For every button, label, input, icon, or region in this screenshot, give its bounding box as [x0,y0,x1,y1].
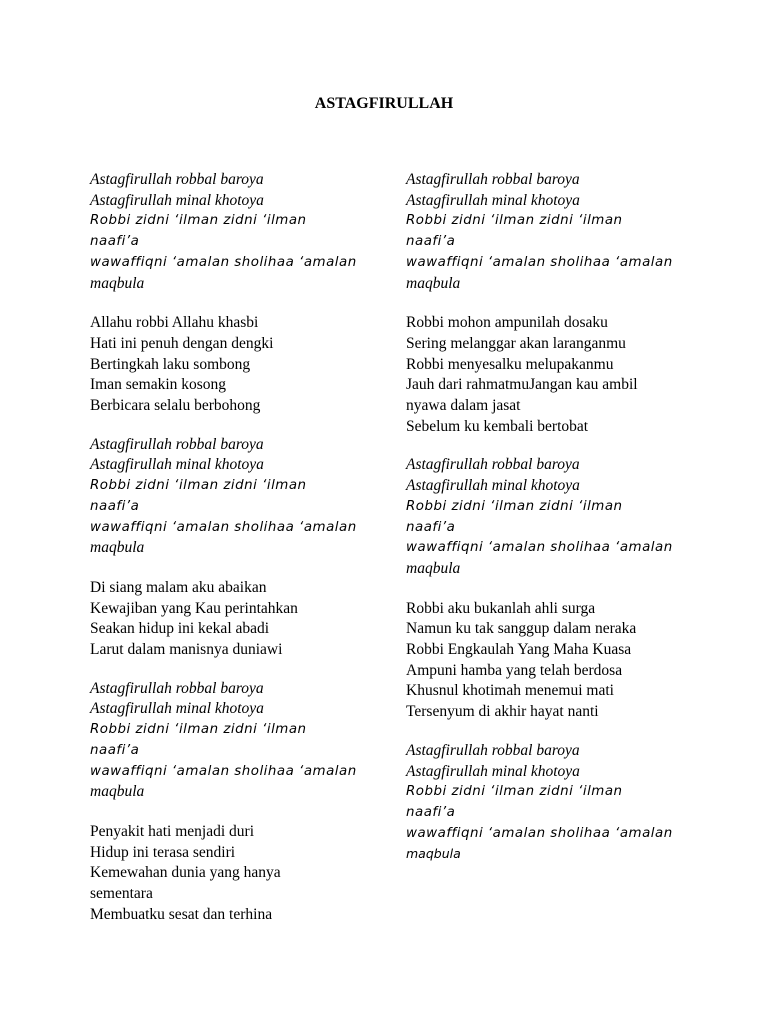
chorus-line: naafi’a [90,234,140,250]
chorus-line: wawaffiqni ‘amalan sholihaa ‘amalan [90,254,357,270]
verse-line: Berbicara selalu berbohong [90,397,261,415]
verse-line: nyawa dalam jasat [406,397,521,415]
verse-line: Robbi menyesalku melupakanmu [406,355,614,373]
chorus-line: Astagfirullah robbal baroya [90,679,264,697]
verse-stanza [406,599,696,723]
chorus-line: Robbi zidni ‘ilman zidni ‘ilman [406,784,623,800]
chorus-line: wawaffiqni ‘amalan sholihaa ‘amalan [406,540,673,556]
verse-line: Kewajiban yang Kau perintahkan [90,599,298,617]
chorus-line: Astagfirullah robbal baroya [90,435,264,453]
chorus-line: maqbula [90,539,145,557]
final-chorus-stanza [406,741,696,865]
verse-line: Sering melanggar akan laranganmu [406,334,626,352]
verse-line: Allahu robbi Allahu khasbi [90,314,259,332]
verse-stanza [406,313,696,437]
chorus-line: naafi’a [90,498,140,514]
right-column [406,170,696,865]
verse-line: sementara [90,885,153,903]
verse-line: Hati ini penuh dengan dengki [90,334,274,352]
verse-stanza [90,578,380,661]
verse-line: Ampuni hamba yang telah berdosa [406,661,623,679]
chorus-line: Astagfirullah minal khotoya [406,477,580,495]
chorus-line: maqbula [406,274,461,292]
chorus-line: Astagfirullah robbal baroya [406,456,580,474]
verse-line: Robbi Engkaulah Yang Maha Kuasa [406,641,632,659]
chorus-line: Robbi zidni ‘ilman zidni ‘ilman [406,213,623,229]
verse-line: Larut dalam manisnya duniawi [90,641,283,659]
verse-line: Jauh dari rahmatmuJangan kau ambil [406,376,638,394]
chorus-stanza [90,170,380,294]
verse-line: Robbi aku bukanlah ahli surga [406,599,596,617]
chorus-line: wawaffiqni ‘amalan sholihaa ‘amalan [90,519,357,535]
chorus-line: maqbula [90,274,145,292]
left-column [90,170,380,926]
verse-line: Hidup ini terasa sendiri [90,843,236,861]
chorus-line: Astagfirullah robbal baroya [90,171,264,188]
chorus-line: naafi’a [90,742,140,758]
chorus-line: wawaffiqni ‘amalan sholihaa ‘amalan [406,825,673,841]
chorus-line: Robbi zidni ‘ilman zidni ‘ilman [406,498,623,514]
verse-line: Iman semakin kosong [90,376,227,394]
verse-line: Kemewahan dunia yang hanya [90,864,281,882]
chorus-line: Astagfirullah minal khotoya [406,762,580,780]
chorus-line: wawaffiqni ‘amalan sholihaa ‘amalan [406,254,673,270]
chorus-line: Astagfirullah minal khotoya [90,456,264,474]
chorus-line: wawaffiqni ‘amalan sholihaa ‘amalan [90,763,357,779]
verse-stanza [90,313,380,417]
chorus-line: Astagfirullah minal khotoya [90,191,264,209]
chorus-stanza [406,455,696,579]
chorus-stanza [90,679,380,803]
verse-line: Namun ku tak sanggup dalam neraka [406,620,637,638]
chorus-stanza [406,170,696,294]
chorus-line: maqbula [406,559,461,577]
chorus-line: Astagfirullah minal khotoya [406,191,580,209]
chorus-line: Robbi zidni ‘ilman zidni ‘ilman [90,722,307,738]
chorus-line: Robbi zidni ‘ilman zidni ‘ilman [90,478,307,494]
verse-line: Tersenyum di akhir hayat nanti [406,703,599,721]
chorus-line: maqbula [90,783,145,801]
verse-stanza [90,822,380,926]
chorus-line: Astagfirullah minal khotoya [90,700,264,718]
verse-line: Sebelum ku kembali bertobat [406,417,589,435]
chorus-line: Astagfirullah robbal baroya [406,741,580,759]
chorus-line: naafi’a [406,804,456,820]
verse-line: Robbi mohon ampunilah dosaku [406,314,608,332]
verse-line: Penyakit hati menjadi duri [90,822,255,840]
verse-line: Seakan hidup ini kekal abadi [90,620,270,638]
chorus-line: Robbi zidni ‘ilman zidni ‘ilman [90,213,307,229]
chorus-stanza [90,435,380,559]
verse-line: Membuatku sesat dan terhina [90,905,273,923]
chorus-line: Astagfirullah robbal baroya [406,171,580,188]
verse-line: Khusnul khotimah menemui mati [406,682,614,700]
chorus-line: maqbula [406,846,461,862]
verse-line: Bertingkah laku sombong [90,355,251,373]
chorus-line: naafi’a [406,234,456,250]
page-title: ASTAGFIRULLAH [314,95,454,112]
verse-line: Di siang malam aku abaikan [90,578,267,596]
chorus-line: naafi’a [406,519,456,535]
